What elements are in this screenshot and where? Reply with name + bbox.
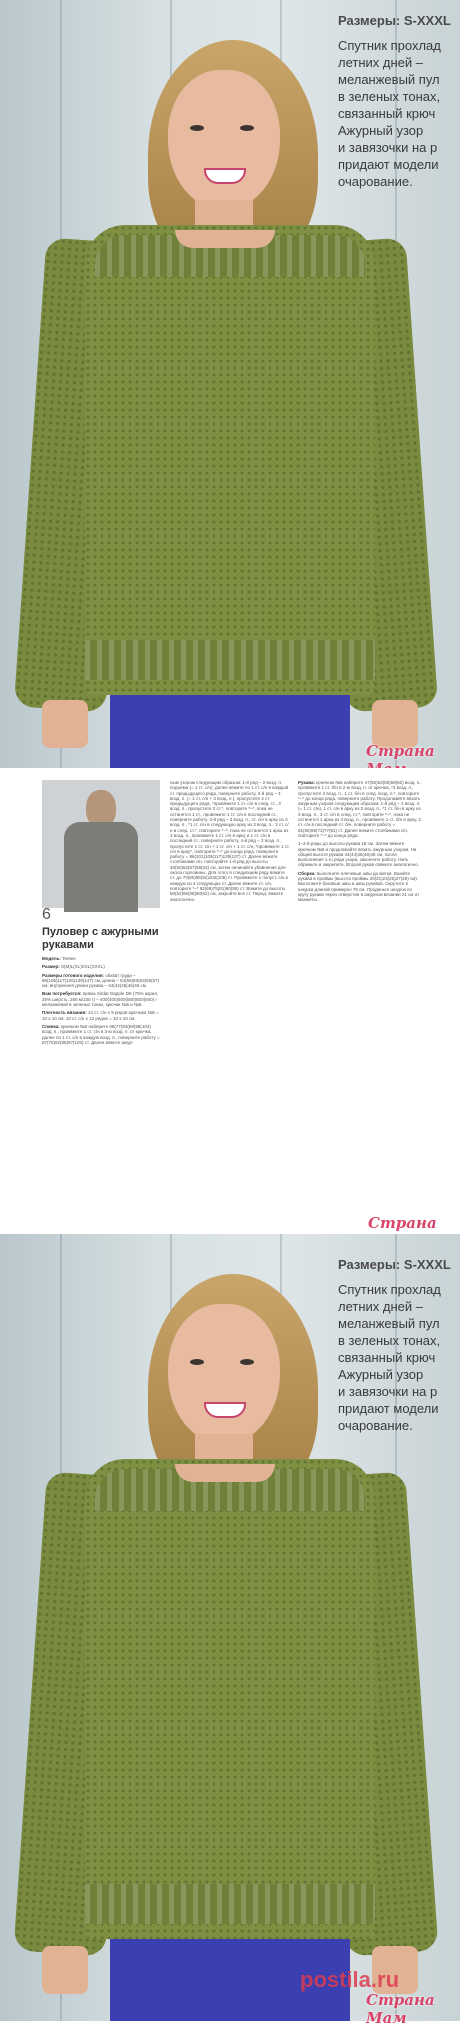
watermark: Страна: [368, 1214, 437, 1232]
watermark: Страна Мам: [366, 1991, 435, 2027]
sweater-body: [85, 1459, 375, 1939]
model-face: [168, 70, 280, 210]
desc-line: и завязочки на р: [338, 1384, 438, 1399]
instructions-column-2: ным узором следующим образом: 1-й ряд – 2 возд. п. подъема (= 1 ст. с/н), далее вяжите по 1 ст. с/н в каждый ст. предыдущего ряда, поверните работу. 2-й ряд – 4 возд. п. (= 1 ст. с/н + 3 возд. п.), пропустите 2 ст. предыдущего ряда, *провяжите 1 ст. с/н в след. ст., 3 возд. п., пропустите 2 ст.*, повторите *–*, пока не останется 1 ст., провяжите 1 ст. с/н в последний ст., поверните работу. 3-й ряд – 3 возд. п., ст. с/н в арку из 3 возд. п., *1 ст. с/н в следующую арку из 3 возд. п., 3 ст. с/н в след. ст.*, повторите *–*, пока не останется 1 арка из 3 возд. п., провяжите 1 ст. с/н в арку и 1 ст. с/н в последний ст., поверните работу. 4-й ряд – 3 возд. п., пропустите 1 ст. с/н + 1 ст. с/н + 1 ст. с/н, *провяжите 1 ст. с/н в арку*, повторите *–* до конца ряда, поверните работу = 86(101)109(117)129(137) ст. Далее вяжите столбиками с/н, повторяйте 1-й ряд до высоты 40(50)52(57)59(63) см, затем начинайте убавления для окола горловины. Для этого в следующем ряду вяжите ст. до 70(80)85(92)102(108) ст. Провяжите 1 полуст. с/н в каждую из 4 следующих ст. Далее вяжите ст. с/н, повторите *–* 62(69)75(81)90(95) ст. Вяжите до высоты 50(52)55(58)60(62) см, закройте все ст. Перед: вяжите аналогично.: [170, 780, 290, 902]
desc-line: придают модели: [338, 1401, 439, 1416]
desc-line: меланжевый пул: [338, 72, 440, 87]
description-block: [338, 1256, 460, 1434]
pattern-title: Пуловер с ажурными рукавами: [42, 926, 159, 951]
magazine-page: [0, 768, 460, 1234]
watermark: Страна: [366, 742, 435, 760]
desc-line: очарование.: [338, 174, 413, 189]
instructions-column-3: Рукава: крючком №6 наберите 47(50)53(56)59(62) возд. п., провяжите 1 ст. б/н в 2-ю возд. п. от крючка, *3 возд. п., пропустите 2 возд. п., 1 ст. б/н в след. возд. п.*, повторите *–* до конца ряда, поверните работу. Продолжайте вязать ажурным узором следующим образом: 1-й ряд – 2 возд. п. (= 1 ст. с/н), 1 ст. с/н в арку из 2 возд. п., *1 ст. б/н в арку из 3 возд. п., 3 ст. с/н в след. ст.*, повторите *–*, пока не останется 1 арка из 3 возд. п., провяжите 1 ст. б/н в арку, 2 ст. с/н в последний ст. б/н, поверните работу = 61(65)69(73)77(81) ст. Далее вяжите столбиками с/н, повторите *–* до конца ряда. 1–2-й ряды до высоты рукава 18 см. Затем вяжите крючком №5 и продолжайте вязать ажурным узором. На общей высоте рукава 44(44)45(46)46 см, после выполнения 1-го ряда узора, закончите работу. Нить обрежьте и закрепите. Второй рукав свяжите аналогично. Сборка: выполните плечевые швы до метки. Вшейте рукава в проймы (высота проймы 20(21)23(25)27(28) см). Выполните боковые швы и швы рукавов. Скрутите 2 шнурка длиной примерно 76 см. Проденьте шнурок по кругу рукава через отверстия в ажурном вязании 21 см от манжеты.: [298, 780, 422, 903]
desc-line: придают модели: [338, 157, 439, 172]
desc-line: летних дней –: [338, 55, 423, 70]
model-photo-bottom: [0, 1234, 460, 2027]
desc-line: в зеленых тонах,: [338, 1333, 441, 1348]
desc-line: летних дней –: [338, 1299, 423, 1314]
model-photo-top: [0, 0, 460, 768]
desc-line: связанный крюч: [338, 106, 436, 121]
desc-line: Спутник прохлад: [338, 1282, 441, 1297]
desc-line: и завязочки на р: [338, 140, 438, 155]
sweater-hem: [85, 1884, 375, 1924]
sizes-heading: Размеры: S-XXXL: [338, 1257, 451, 1272]
description-block: [338, 12, 460, 190]
thumbnail-photo: [42, 780, 160, 908]
model-pants: [110, 695, 350, 768]
desc-line: очарование.: [338, 1418, 413, 1433]
desc-line: связанный крюч: [338, 1350, 436, 1365]
desc-line: меланжевый пул: [338, 1316, 440, 1331]
desc-line: Ажурный узор: [338, 1367, 424, 1382]
postila-watermark: postila.ru: [300, 1967, 400, 1992]
model-face: [168, 1304, 280, 1444]
sweater-hem: [85, 640, 375, 680]
sizes-heading: Размеры: S-XXXL: [338, 13, 451, 28]
instructions-column-1: Модель: Teetee Размер: S(M)L(XL)XXL(XXXL) Размеры готового изделия: обхват груди – 96(105)117(126)139(147) см, длина – 54(56)60(63)65(67) см, внутренняя длина рукава – 44(44)45(46)46 см. Вам потребуется: пряжа Sirdar Dapple DK (75% акрил, 25% шерсть, 260 м/100 г) – 400(400)500(500)600(600) г меланжевой в зеленых тонах, крючки №5 и №6. Плотность вязания: 14 ст. с/н x 9 рядов крючком №5 = 10 x 10 см; 10 ст. с/н x 12 рядов = 10 x 10 см. Спинка: крючком №5 наберите 68(77)83(89)98(104) возд. п., провяжите 1 ст. с/н в 3-ю возд. п. от крючка, далее по 1 ст. с/н в каждую возд. п., поверните работу = 67(76)82(88)97(103) ст. Далее вяжите ажур-: [42, 956, 160, 1045]
desc-line: в зеленых тонах,: [338, 89, 441, 104]
desc-line: Спутник прохлад: [338, 38, 441, 53]
pattern-number: 6: [42, 906, 51, 923]
desc-line: Ажурный узор: [338, 123, 424, 138]
sweater-body: [85, 225, 375, 695]
